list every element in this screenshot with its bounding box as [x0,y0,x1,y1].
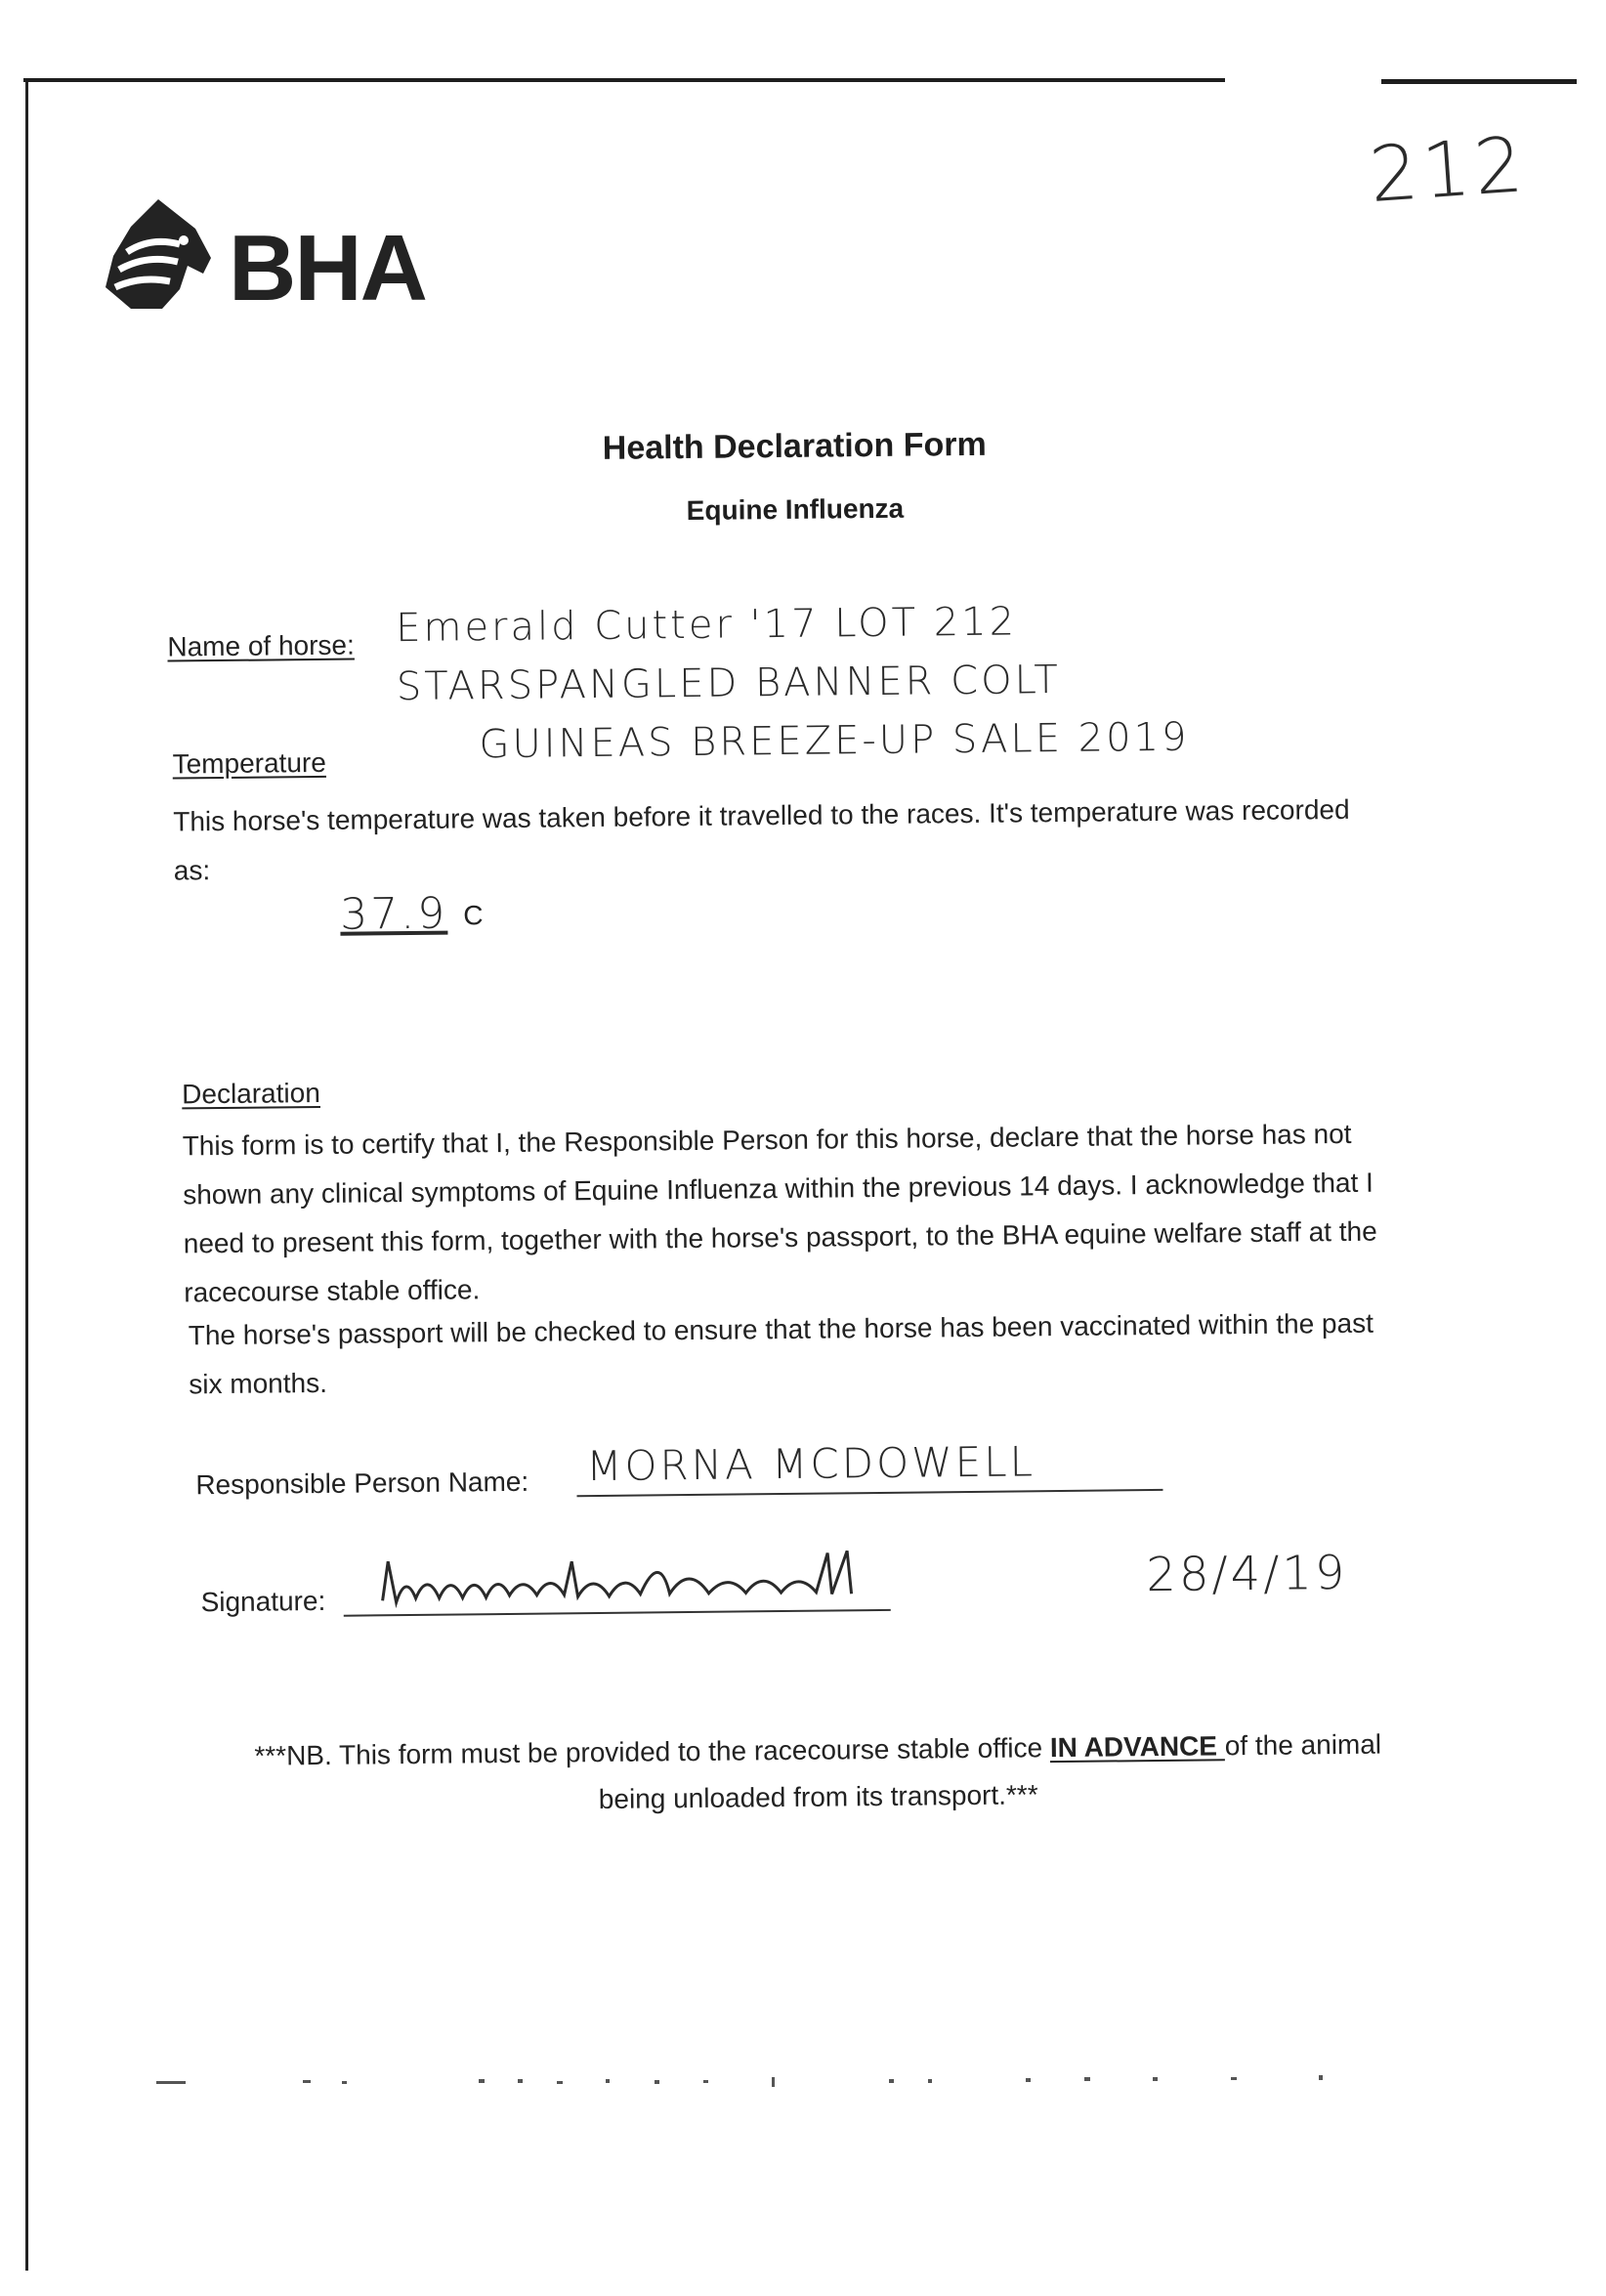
name-of-horse-label: Name of horse: [167,629,355,662]
responsible-person-name: MORNA MCDOWELL [585,1437,1036,1491]
declaration-heading: Declaration [182,1077,320,1110]
handwritten-page-number: 212 [1367,121,1530,221]
logo-text: BHA [229,216,426,320]
temperature-heading: Temperature [172,746,326,780]
declaration-paragraph-1: This form is to certify that I, the Responsible Person for this horse, declare that the horse has not shown any clinical symptoms of Equine Influenza within the previous 14 days. I acknowledge that I need to present this form, together with the horse's passport, to the BHA equine welfare staff at the racecourse stable office. [182,1118,1377,1308]
horse-name-line-1: Emerald Cutter '17 LOT 212 [395,599,1018,652]
temperature-unit: C [463,900,484,931]
responsible-person-line [576,1489,1162,1497]
handwritten-signature [376,1537,1080,1626]
signature-text: Morna McDowell [552,1624,561,1626]
responsible-person-label: Responsible Person Name: [195,1466,529,1501]
signature-date: 28/4/19 [1146,1545,1348,1603]
temperature-value: 37.9 [339,888,448,940]
form-subtitle: Equine Influenza [686,492,905,526]
nb-notice [222,1721,1415,1827]
horse-name-line-3: GUINEAS BREEZE-UP SALE 2019 [479,714,1190,768]
declaration-paragraph-2: The horse's passport will be checked to ensure that the horse has been vaccinated within the past six months. [188,1307,1374,1400]
signature-label: Signature: [200,1585,326,1618]
horse-name-line-2: STARSPANGLED BANNER COLT [396,657,1062,710]
form-title: Health Declaration Form [602,425,987,467]
temperature-text: This horse's temperature was taken before it travelled to the races. It's temperature was recorded as: [173,793,1350,886]
nb-suffix: of the animal being unloaded from its transport.*** [598,1728,1382,1814]
nb-emphasis: IN ADVANCE [1049,1730,1225,1764]
nb-prefix: ***NB. This form must be provided to the racecourse stable office [254,1732,1051,1771]
